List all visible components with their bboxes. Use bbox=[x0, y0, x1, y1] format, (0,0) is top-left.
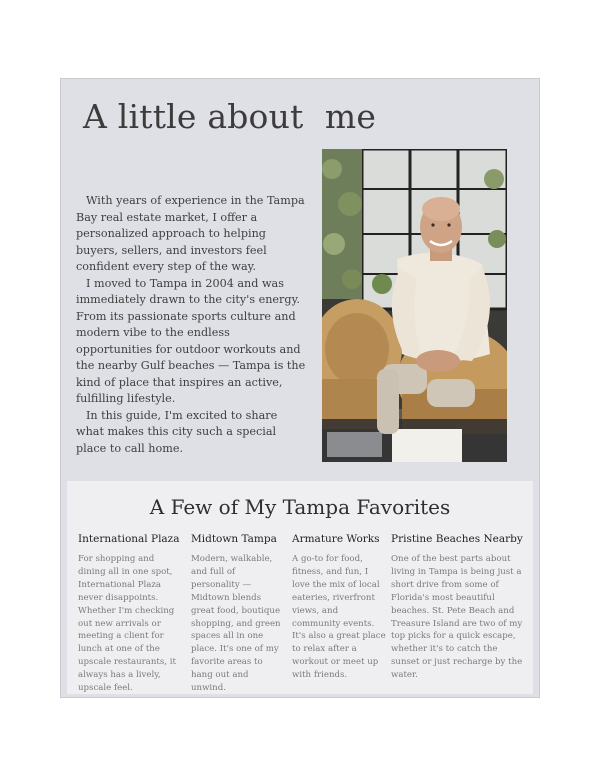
intro-paragraph: With years of experience in the Tampa Bay real estate market, I offer a personalized approach to helping buyers, sellers, and investors feel confident every step of the way. bbox=[76, 194, 305, 273]
favorite-item bbox=[391, 533, 527, 682]
favorite-text: For shopping and dining all in one spot, International Plaza never disappoints. Whether I'm checking out new arrivals or meeting a client for lunch at one of the upscale restaurants, it always has a lively, upscale feel. bbox=[78, 554, 176, 694]
favorites-title: A Few of My Tampa Favorites bbox=[149, 495, 451, 519]
favorite-heading: Midtown Tampa bbox=[191, 533, 277, 545]
favorite-heading: International Plaza bbox=[78, 533, 180, 545]
favorite-heading: Armature Works bbox=[292, 533, 380, 545]
favorite-item bbox=[191, 533, 281, 695]
favorites-section bbox=[67, 481, 533, 694]
favorite-text: A go-to for food, fitness, and fun, I love the mix of local eateries, riverfront views, and community events. It's also a great place to relax after a workout or meet up with friends. bbox=[292, 554, 386, 681]
favorite-text: Modern, walkable, and full of personality — Midtown blends great food, boutique shopping, and green spaces all in one place. It's one of my favorite areas to hang out and unwind. bbox=[191, 554, 281, 694]
intro-paragraph: In this guide, I'm excited to share what makes this city such a special place to call home. bbox=[76, 408, 278, 455]
page-title: A little about me bbox=[83, 97, 377, 136]
intro-paragraph: I moved to Tampa in 2004 and was immediately drawn to the city's energy. From its passionate sports culture and modern vibe to the endless opportunities for outdoor workouts and the nearby Gulf beaches — Tampa is the kind of place that inspires an active, fulfilling lifestyle. bbox=[76, 276, 306, 405]
intro-text bbox=[76, 193, 308, 457]
favorite-item bbox=[78, 533, 180, 695]
favorite-text: One of the best parts about living in Tampa is being just a short drive from some of Florida's most beautiful beaches. St. Pete Beach and Treasure Island are two of my top picks for a quick escape, whether it's to catch the sunset or just recharge by the water. bbox=[391, 554, 523, 681]
agent-portrait-photo bbox=[322, 149, 507, 462]
favorite-heading: Pristine Beaches Nearby bbox=[391, 533, 523, 545]
about-page bbox=[60, 78, 540, 698]
favorite-item bbox=[292, 533, 386, 682]
